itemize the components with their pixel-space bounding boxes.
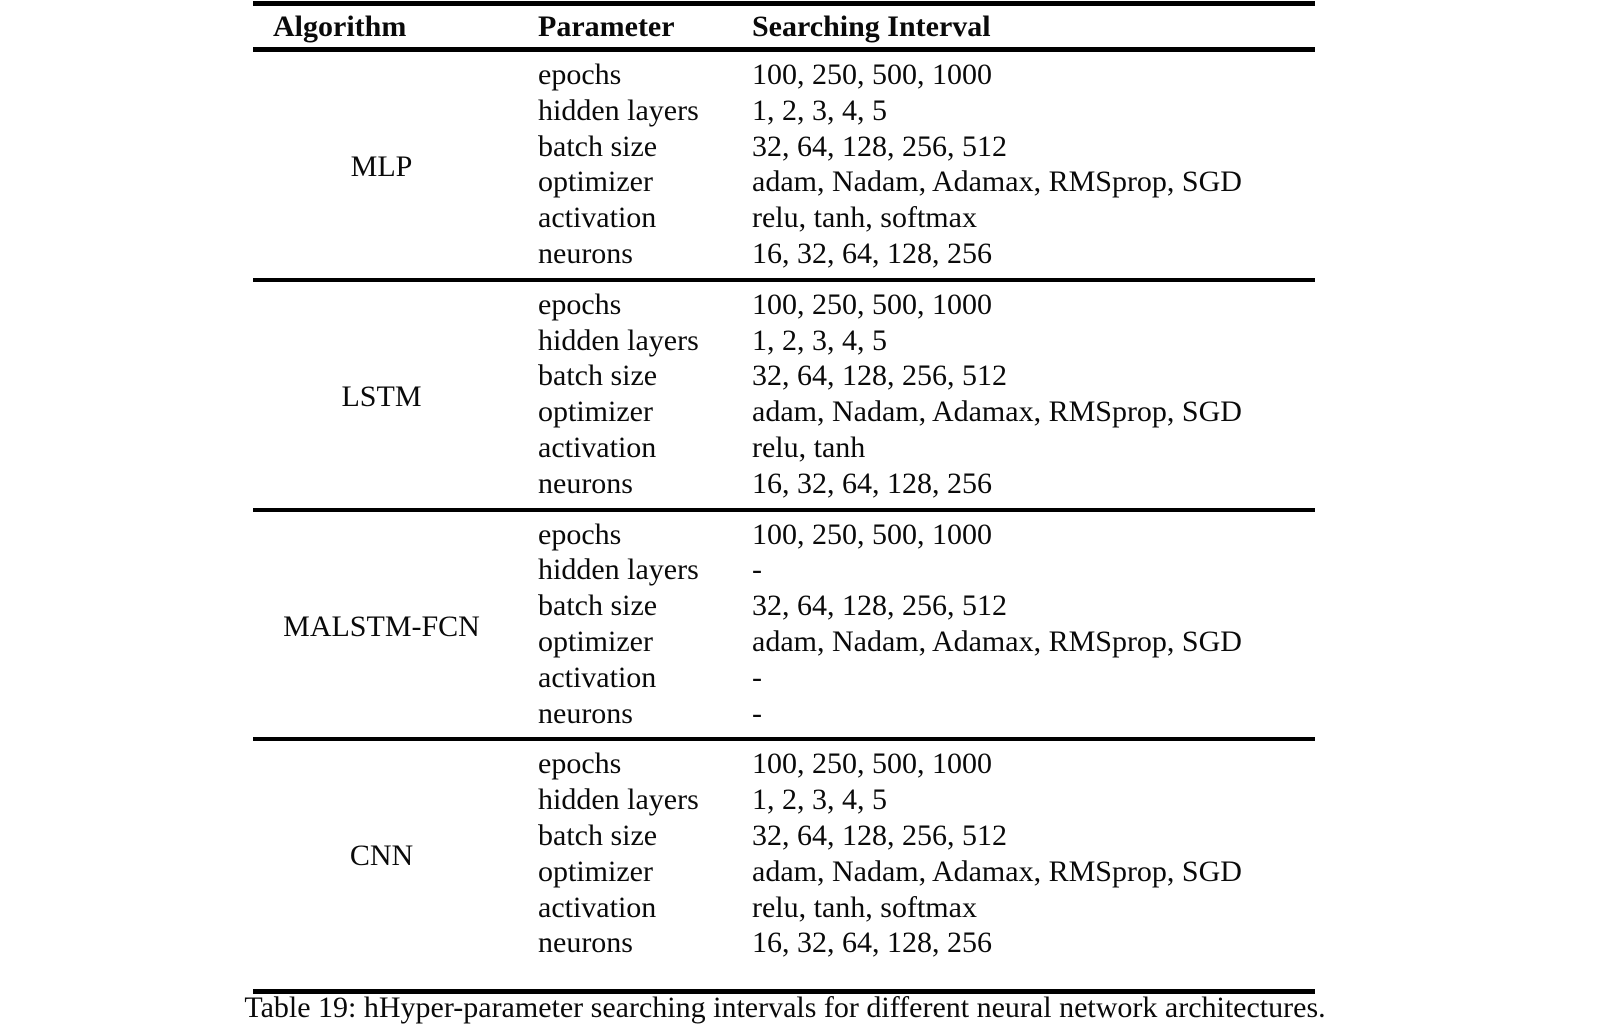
interval-cell: 100, 250, 500, 1000	[752, 747, 992, 781]
parameter-cell: epochs	[538, 747, 622, 781]
algorithm-cell: MALSTM-FCN	[283, 610, 480, 644]
table-row	[253, 510, 1315, 553]
parameter-cell: epochs	[538, 58, 622, 91]
parameter-cell: activation	[538, 660, 657, 694]
table-row	[253, 50, 1315, 93]
parameter-cell: batch size	[538, 359, 658, 393]
header-algorithm: Algorithm	[273, 10, 407, 43]
algorithm-cell: LSTM	[341, 380, 422, 414]
interval-cell: 1, 2, 3, 4, 5	[752, 93, 887, 127]
parameter-cell: optimizer	[538, 165, 653, 199]
parameter-cell: optimizer	[538, 624, 653, 658]
parameter-cell: activation	[538, 430, 657, 464]
interval-cell: adam, Nadam, Adamax, RMSprop, SGD	[752, 624, 1242, 658]
interval-cell: 1, 2, 3, 4, 5	[752, 783, 887, 817]
interval-cell: 32, 64, 128, 256, 512	[752, 589, 1007, 623]
table-row	[253, 280, 1315, 323]
hyperparameter-table	[253, 1, 1315, 994]
parameter-cell: batch size	[538, 589, 658, 623]
interval-cell: 100, 250, 500, 1000	[752, 287, 992, 321]
algorithm-cell: MLP	[350, 150, 413, 184]
interval-cell: 32, 64, 128, 256, 512	[752, 359, 1007, 393]
parameter-cell: activation	[538, 890, 657, 924]
parameter-cell: neurons	[538, 926, 633, 960]
algorithm-group-malstm-fcn	[253, 510, 1315, 740]
parameter-cell: neurons	[538, 466, 633, 500]
parameter-cell: batch size	[538, 129, 658, 163]
interval-cell: relu, tanh, softmax	[752, 890, 977, 924]
parameter-cell: hidden layers	[538, 93, 699, 127]
parameter-cell: optimizer	[538, 854, 653, 888]
parameter-cell: batch size	[538, 818, 658, 852]
interval-cell: -	[752, 696, 762, 730]
interval-cell: 16, 32, 64, 128, 256	[752, 236, 992, 270]
interval-cell: relu, tanh	[752, 430, 866, 464]
algorithm-group-lstm	[253, 280, 1315, 510]
interval-cell: 32, 64, 128, 256, 512	[752, 818, 1007, 852]
parameter-cell: epochs	[538, 287, 622, 321]
parameter-cell: neurons	[538, 696, 633, 730]
interval-cell: 16, 32, 64, 128, 256	[752, 926, 992, 960]
algorithm-group-cnn	[253, 739, 1315, 991]
interval-cell: adam, Nadam, Adamax, RMSprop, SGD	[752, 395, 1242, 429]
interval-cell: -	[752, 553, 762, 587]
interval-cell: adam, Nadam, Adamax, RMSprop, SGD	[752, 165, 1242, 199]
algorithm-cell: CNN	[349, 838, 414, 872]
table-caption: Table 19: hHyper-parameter searching intervals for different neural network architectures.	[244, 991, 1326, 1024]
interval-cell: adam, Nadam, Adamax, RMSprop, SGD	[752, 854, 1242, 888]
header-searching-interval: Searching Interval	[752, 10, 991, 43]
parameter-cell: neurons	[538, 236, 633, 270]
parameter-cell: epochs	[538, 517, 622, 551]
parameter-cell: activation	[538, 201, 657, 235]
table-header-row	[253, 4, 1315, 50]
header-parameter: Parameter	[538, 10, 675, 43]
parameter-cell: hidden layers	[538, 323, 699, 357]
parameter-cell: optimizer	[538, 395, 653, 429]
interval-cell: 32, 64, 128, 256, 512	[752, 129, 1007, 163]
interval-cell: -	[752, 660, 762, 694]
interval-cell: 100, 250, 500, 1000	[752, 58, 992, 91]
interval-cell: 100, 250, 500, 1000	[752, 517, 992, 551]
interval-cell: relu, tanh, softmax	[752, 201, 977, 235]
table-row	[253, 739, 1315, 782]
parameter-cell: hidden layers	[538, 553, 699, 587]
algorithm-group-mlp	[253, 50, 1315, 280]
interval-cell: 1, 2, 3, 4, 5	[752, 323, 887, 357]
parameter-cell: hidden layers	[538, 783, 699, 817]
interval-cell: 16, 32, 64, 128, 256	[752, 466, 992, 500]
